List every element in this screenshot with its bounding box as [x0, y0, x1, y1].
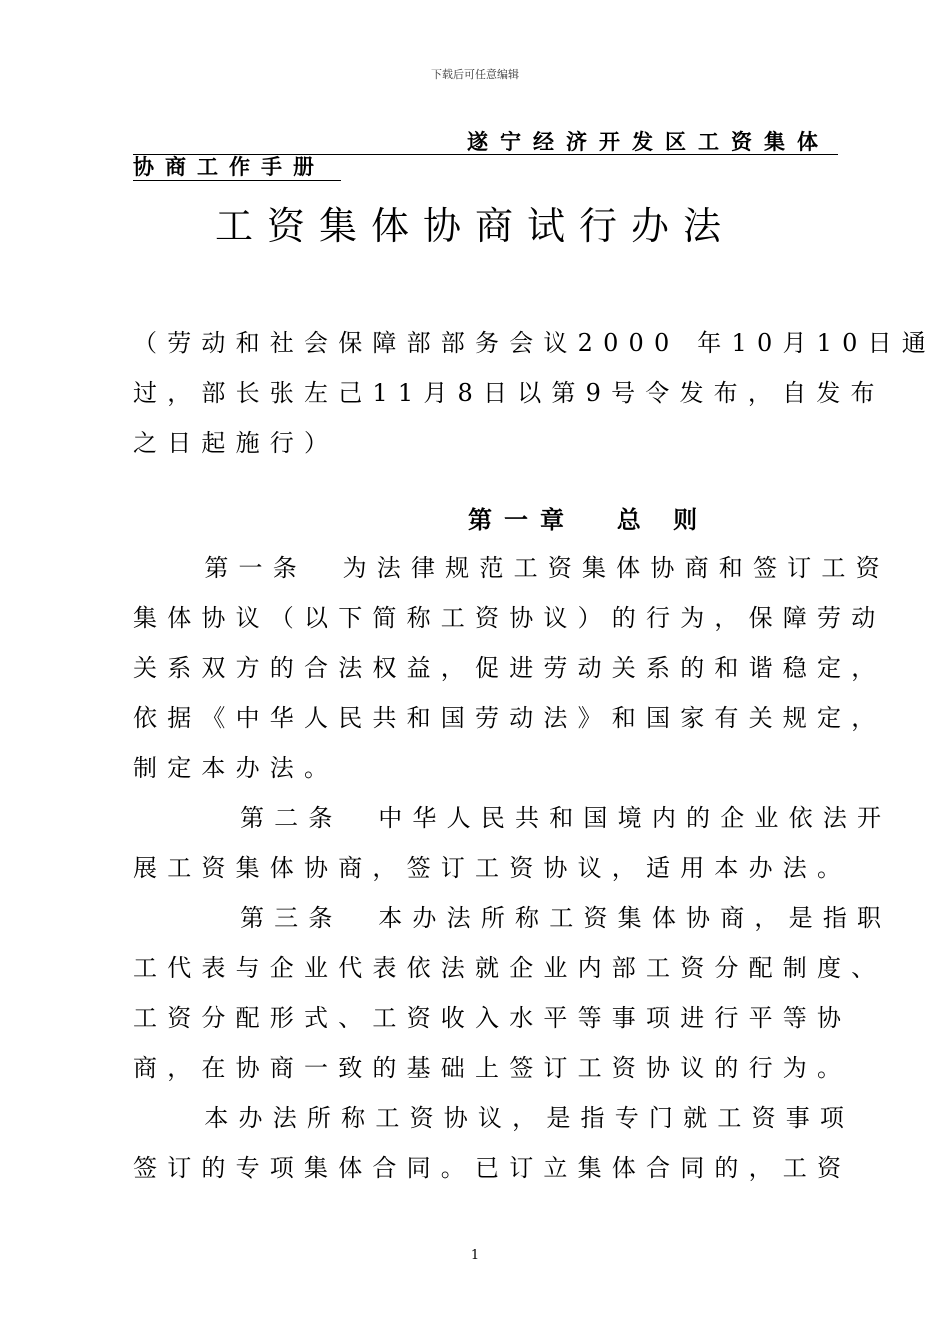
- header-rule-1: [133, 126, 838, 155]
- chapter-heading: 第一章 总 则: [468, 505, 710, 534]
- article-2-line: 第二条 中华人民共和国境内的企业依法开: [133, 804, 892, 832]
- watermark-text: 下载后可任意编辑: [431, 68, 519, 81]
- article-3b-line: 本办法所称工资协议，是指专门就工资事项: [133, 1104, 855, 1132]
- article-1-line: 关系双方的合法权益，促进劳动关系的和谐稳定，: [133, 654, 886, 682]
- article-3-line: 工代表与企业代表依法就企业内部工资分配制度、: [133, 954, 886, 982]
- article-3-line: 第三条 本办法所称工资集体协商，是指职: [133, 904, 892, 932]
- article-1-line: 第一条 为法律规范工资集体协商和签订工资: [133, 554, 890, 582]
- article-1-line: 制定本办法。: [133, 754, 339, 782]
- note-line: 过，部长张左己11月8日以第9号令发布，自发布: [133, 379, 885, 407]
- header-line-2-text: 协商工作手册: [133, 154, 341, 181]
- article-1-line: 依据《中华人民共和国劳动法》和国家有关规定，: [133, 704, 886, 732]
- article-1-line: 集体协议（以下简称工资协议）的行为，保障劳动: [133, 604, 886, 632]
- article-3-line: 商，在协商一致的基础上签订工资协议的行为。: [133, 1054, 852, 1082]
- article-3b-line: 签订的专项集体合同。已订立集体合同的，工资: [133, 1154, 852, 1182]
- note-line: 之日起施行）: [133, 429, 339, 457]
- page-number: 1: [470, 1248, 480, 1263]
- article-2-line: 展工资集体协商，签订工资协议，适用本办法。: [133, 854, 852, 882]
- article-3-line: 工资分配形式、工资收入水平等事项进行平等协: [133, 1004, 852, 1032]
- document-title: 工资集体协商试行办法: [214, 204, 735, 248]
- note-line: （劳动和社会保障部部务会议2000 年10月10日通: [133, 329, 936, 357]
- header-line-1-text: 遂宁经济开发区工资集体: [467, 129, 830, 154]
